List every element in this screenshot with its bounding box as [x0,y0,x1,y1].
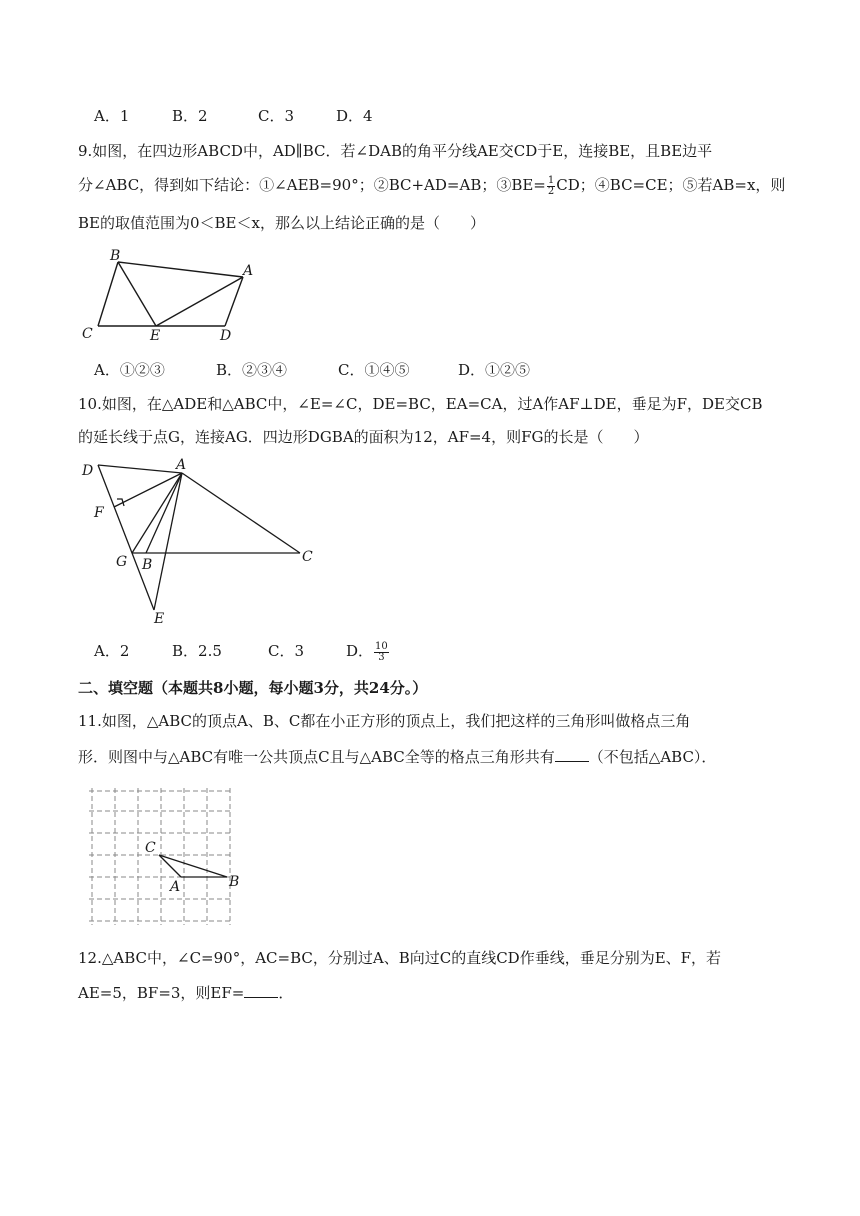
q10-option-d [346,641,390,663]
q9-label-a: A [243,263,254,279]
q9-fraction [547,176,555,197]
q8-options [94,106,373,126]
q11-label-b: B [229,874,240,890]
q10-line-2: 的延长线于点G，连接AG．四边形DGBA的面积为12，AF=4，则FG的长是（ ） [78,428,649,446]
q10-label-c: C [302,549,313,565]
q9-line-1: 9.如图，在四边形ABCD中，AD∥BC．若∠DAB的角平分线AE交CD于E，连接BE，且BE边平 [78,142,713,160]
q12-answer-blank [244,983,278,998]
q9-line-2-a: 分∠ABC，得到如下结论：①∠AEB=90°；②BC+AD=AB；③BE= [78,176,546,194]
q9-label-e: E [150,328,161,344]
q10-label-a: A [176,457,187,473]
q12-line-1: 12.△ABC中，∠C=90°，AC=BC，分别过A、B向过C的直线CD作垂线，垂足分别为E、F，若 [78,949,722,967]
q12-line-2-b: ． [278,984,294,1002]
q11-line-2 [78,747,716,767]
q10-label-g: G [116,554,128,570]
q12-line-2-a: AE=5，BF=3，则EF= [78,984,245,1002]
q10-option-d-fraction [374,642,389,663]
q9-option-b: B．②③④ [216,361,288,379]
q9-option-d: D．①②⑤ [458,361,531,379]
q9-line-3: BE的取值范围为0＜BE＜x，那么以上结论正确的是（ ） [78,214,485,232]
q9-label-b: B [110,248,121,264]
q10-label-f: F [94,505,104,521]
q10-figure [70,455,330,627]
q8-option-c: C．3 [258,107,295,125]
q10-line-1: 10.如图，在△ADE和△ABC中，∠E=∠C，DE=BC，EA=CA，过A作AF⊥DE，垂足为F，DE交CB [78,395,763,413]
q9-option-a: A．①②③ [94,361,165,379]
q9-line-2-b: CD；④BC=CE；⑤若AB=x，则 [556,176,786,194]
q9-label-d: D [220,328,232,344]
q11-label-a: A [170,879,181,895]
q9-line-2 [78,175,785,197]
q11-grid-figure [84,783,244,933]
q9-option-c: C．①④⑤ [338,361,410,379]
q8-option-d: D．4 [336,107,373,125]
q10-option-d-prefix: D． [346,642,374,660]
q10-options [94,641,390,663]
q11-answer-blank [555,747,589,762]
q11-label-c: C [145,840,156,856]
q10-label-d: D [82,463,94,479]
q9-fraction-den: 2 [547,185,555,197]
q10-option-a: A．2 [94,642,130,660]
q10-option-d-num: 10 [375,640,388,652]
q11-line-2-a: 形．则图中与△ABC有唯一公共顶点C且与△ABC全等的格点三角形共有 [78,748,555,766]
q9-label-c: C [82,326,93,342]
q9-fraction-num: 1 [547,174,555,186]
q11-line-2-b: （不包括△ABC）． [588,748,717,766]
q8-option-b: B．2 [172,107,208,125]
q10-option-d-den: 3 [378,651,385,663]
q10-option-b: B．2.5 [172,642,222,660]
q9-options [94,360,530,380]
q8-option-a: A．1 [94,107,130,125]
q9-figure [70,246,270,346]
q10-label-b: B [142,557,153,573]
q12-line-2 [78,983,293,1003]
q10-label-e: E [154,611,165,627]
q11-line-1: 11.如图，△ABC的顶点A、B、C都在小正方形的顶点上，我们把这样的三角形叫做格点三角 [78,712,691,730]
section-2-heading: 二、填空题（本题共8小题，每小题3分，共24分。） [78,679,428,697]
q10-option-c: C．3 [268,642,305,660]
